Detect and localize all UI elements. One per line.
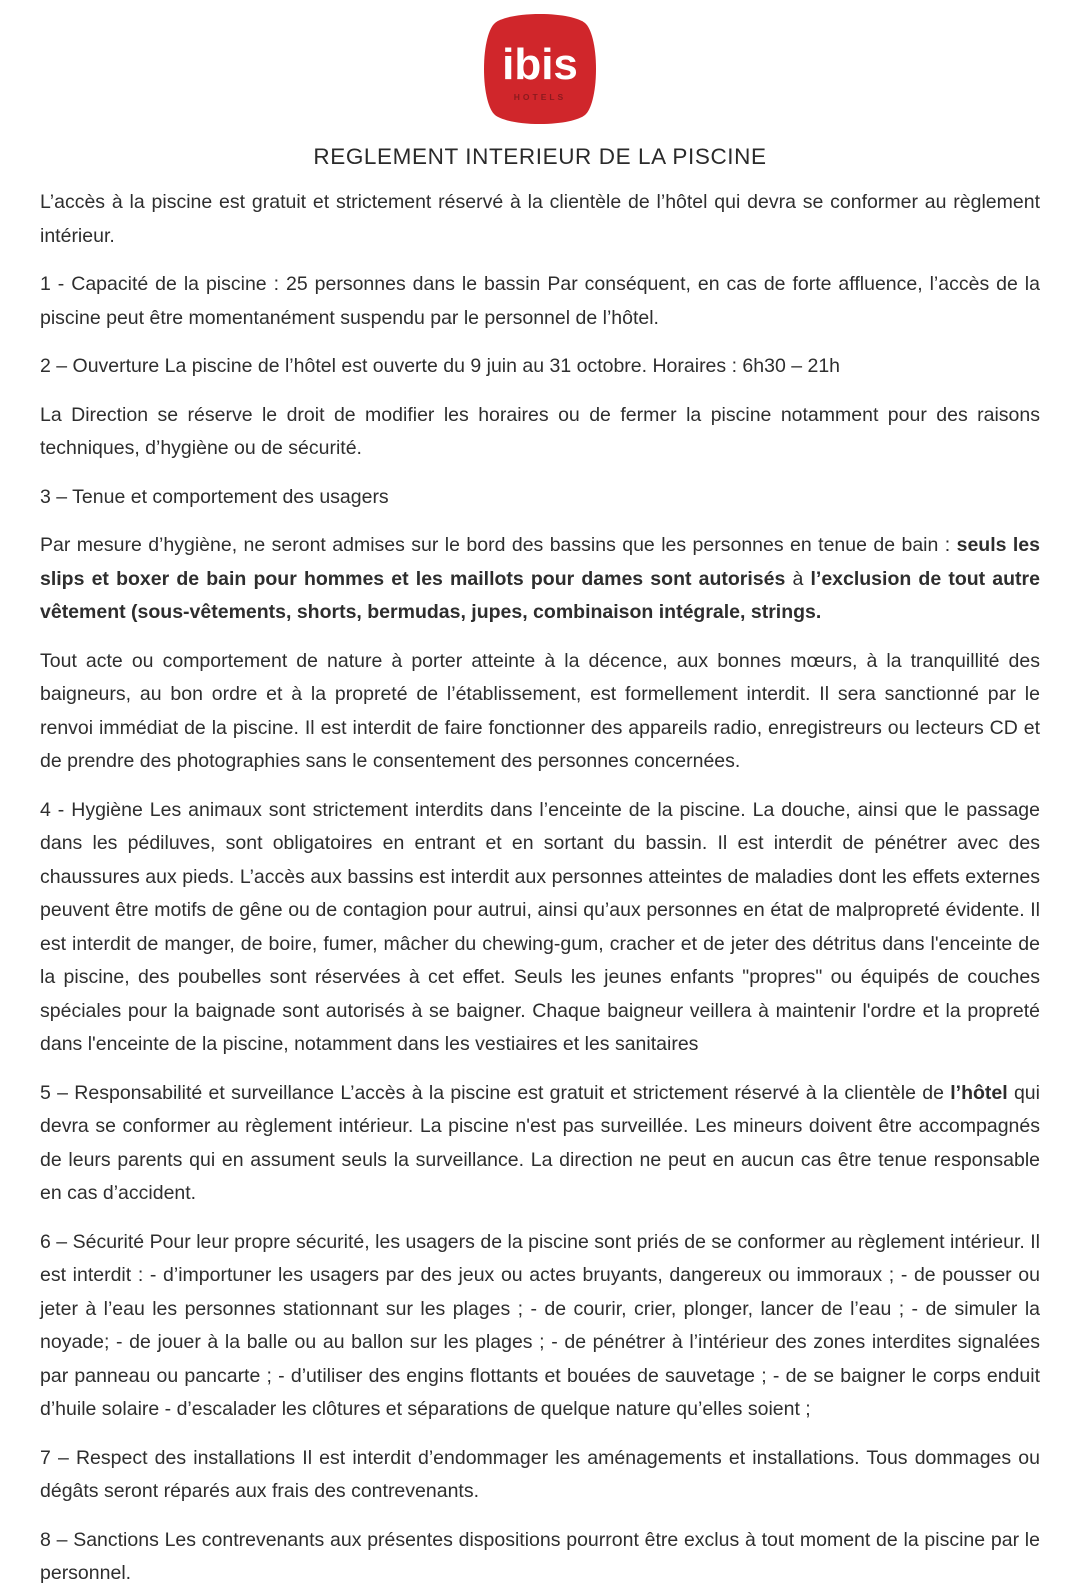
text-run: 7 – Respect des installations Il est interdit d’endommager les aménagements et installations. Tous dommages ou dégâts seront réparés aux frais des contrevenants.	[40, 1446, 1040, 1502]
ibis-logo-subtitle: HOTELS	[513, 92, 567, 102]
paragraph-7	[40, 645, 1040, 779]
text-run: seuls les slips et boxer de bain pour hommes et les maillots pour dames sont autorisés	[40, 534, 1041, 590]
text-run: 6 – Sécurité Pour leur propre sécurité, les usagers de la piscine sont priés de se conformer au règlement intérieur. Il est interdit : - d’importuner les usagers par des jeux ou actes bruyants, dangereux ou immoraux ; - de pousser ou jeter à l’eau les personnes stationnant sur les plages ; - de courir, crier, plonger, lancer de l’eau ; - de simuler la noyade; - de jouer à la balle ou au ballon sur les plages ; - de pénétrer à l’intérieur des zones interdites signalées par panneau ou pancarte ; - d’utiliser des engins flottants et bouées de sauvetage ; - de se baigner le corps enduit d’huile solaire - d’escalader les clôtures et séparations de quelque nature qu’elles soient ;	[40, 1230, 1040, 1420]
text-run: 1 - Capacité de la piscine : 25 personnes dans le bassin Par conséquent, en cas de forte affluence, l’accès de la piscine peut être momentanément suspendu par le personnel de l’hôtel.	[40, 273, 1040, 329]
text-run: 8 – Sanctions Les contrevenants aux présentes dispositions pourront être exclus à tout moment de la piscine par le personnel.	[40, 1528, 1040, 1584]
paragraph-4	[40, 399, 1040, 466]
paragraph-3	[40, 350, 1040, 384]
text-run: Par mesure d’hygiène, ne seront admises sur le bord des bassins que les personnes en tenue de bain :	[40, 534, 957, 556]
text-run: 3 – Tenue et comportement des usagers	[40, 485, 389, 508]
text-run: Tout acte ou comportement de nature à porter atteinte à la décence, aux bonnes mœurs, à la tranquillité des baigneurs, au bon ordre et à la propreté de l’établissement, est formellement interdit. Il sera sanctionné par le renvoi immédiat de la piscine. Il est interdit de faire fonctionner des appareils radio, enregistreurs ou lecteurs CD et de prendre des photographies sans le consentement des personnes concernées.	[40, 649, 1040, 772]
text-run: 2 – Ouverture La piscine de l’hôtel est ouverte du 9 juin au 31 octobre. Horaires : 6h30 – 21h	[40, 355, 841, 377]
ibis-logo-graphic	[476, 12, 604, 126]
text-run: La Direction se réserve le droit de modifier les horaires ou de fermer la piscine notamment pour des raisons techniques, d’hygiène ou de sécurité.	[40, 403, 1040, 459]
text-run: l’exclusion de tout autre vêtement (sous-vêtements, shorts, bermudas, jupes, combinaison intégrale, strings.	[40, 567, 1040, 623]
text-run: qui devra se conformer au règlement intérieur. La piscine n'est pas surveillée. Les mineurs doivent être accompagnés de leurs parents qui en assument seuls la surveillance. La direction ne peut en aucun cas être tenue responsable en cas d’accident.	[40, 1081, 1040, 1204]
text-run: à	[785, 567, 811, 590]
paragraph-8	[40, 794, 1040, 1062]
paragraph-9	[40, 1077, 1040, 1211]
text-run: l’hôtel	[950, 1081, 1008, 1104]
ibis-logo	[40, 12, 1040, 128]
ibis-logo-brand: ibis	[502, 40, 578, 89]
paragraph-11	[40, 1442, 1040, 1509]
document-body	[40, 186, 1040, 1591]
text-run: 4 - Hygiène Les animaux sont strictement interdits dans l’enceinte de la piscine. La douche, ainsi que le passage dans les pédiluves, sont obligatoires en entrant et en sortant du bassin. Il est interdit de pénétrer avec des chaussures aux pieds. L’accès aux bassins est interdit aux personnes atteintes de maladies dont les effets externes peuvent être motifs de gêne ou de contagion pour autrui, ainsi qu’aux personnes en état de malpropreté évidente. Il est interdit de manger, de boire, fumer, mâcher du chewing-gum, cracher et de jeter des détritus dans l'enceinte de la piscine, des poubelles sont réservées à cet effet. Seuls les jeunes enfants "propres" ou équipés de couches spéciales pour la baignade sont autorisés à se baigner. Chaque baigneur veillera à maintenir l'ordre et la propreté dans l'enceinte de la piscine, notamment dans les vestiaires et les sanitaires	[40, 798, 1040, 1055]
text-run: L’accès à la piscine est gratuit et strictement réservé à la clientèle de l’hôtel qui devra se conformer au règlement intérieur.	[40, 191, 1040, 247]
page-title: REGLEMENT INTERIEUR DE LA PISCINE	[313, 144, 767, 169]
paragraph-5	[40, 481, 1040, 515]
paragraph-6	[40, 529, 1040, 630]
text-run: 5 – Responsabilité et surveillance L’accès à la piscine est gratuit et strictement réservé à la clientèle de	[40, 1081, 951, 1104]
paragraph-2	[40, 268, 1040, 335]
paragraph-1	[40, 186, 1040, 253]
paragraph-10	[40, 1226, 1040, 1427]
paragraph-12	[40, 1524, 1040, 1591]
